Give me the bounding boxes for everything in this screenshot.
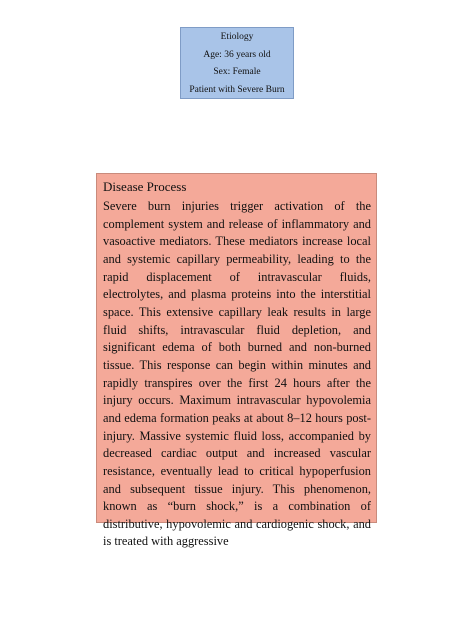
patient-age: Age: 36 years old — [203, 49, 271, 60]
disease-process-text: Severe burn injuries trigger activation of the complement system and release of inflammatory and vasoactive mediators. These mediators increase local and systemic capillary permeability, leading to the rapid displacement of intravascular fluids, electrolytes, and plasma proteins into the interstitial space. This extensive capillary leak results in large fluid shifts, intravascular fluid depletion, and significant edema of both burned and non-burned tissue. This response can begin within minutes and rapidly transpires over the first 24 hours after the injury occurs. Maximum intravascular hypovolemia and edema formation peaks at about 8–12 hours post-injury. Massive systemic fluid loss, accompanied by decreased cardiac output and increased vascular resistance, eventually lead to critical hypoperfusion and subsequent tissue injury. This phenomenon, known as “burn shock,” is a combination of distributive, hypovolemic and cardiogenic shock, and is treated with aggressive — [103, 199, 371, 549]
etiology-title: Etiology — [220, 32, 254, 42]
patient-sex: Sex: Female — [213, 67, 261, 77]
patient-condition: Patient with Severe Burn — [189, 84, 285, 95]
disease-process-title: Disease Process — [103, 179, 187, 194]
etiology-box — [180, 27, 294, 99]
disease-process-box — [96, 173, 377, 549]
